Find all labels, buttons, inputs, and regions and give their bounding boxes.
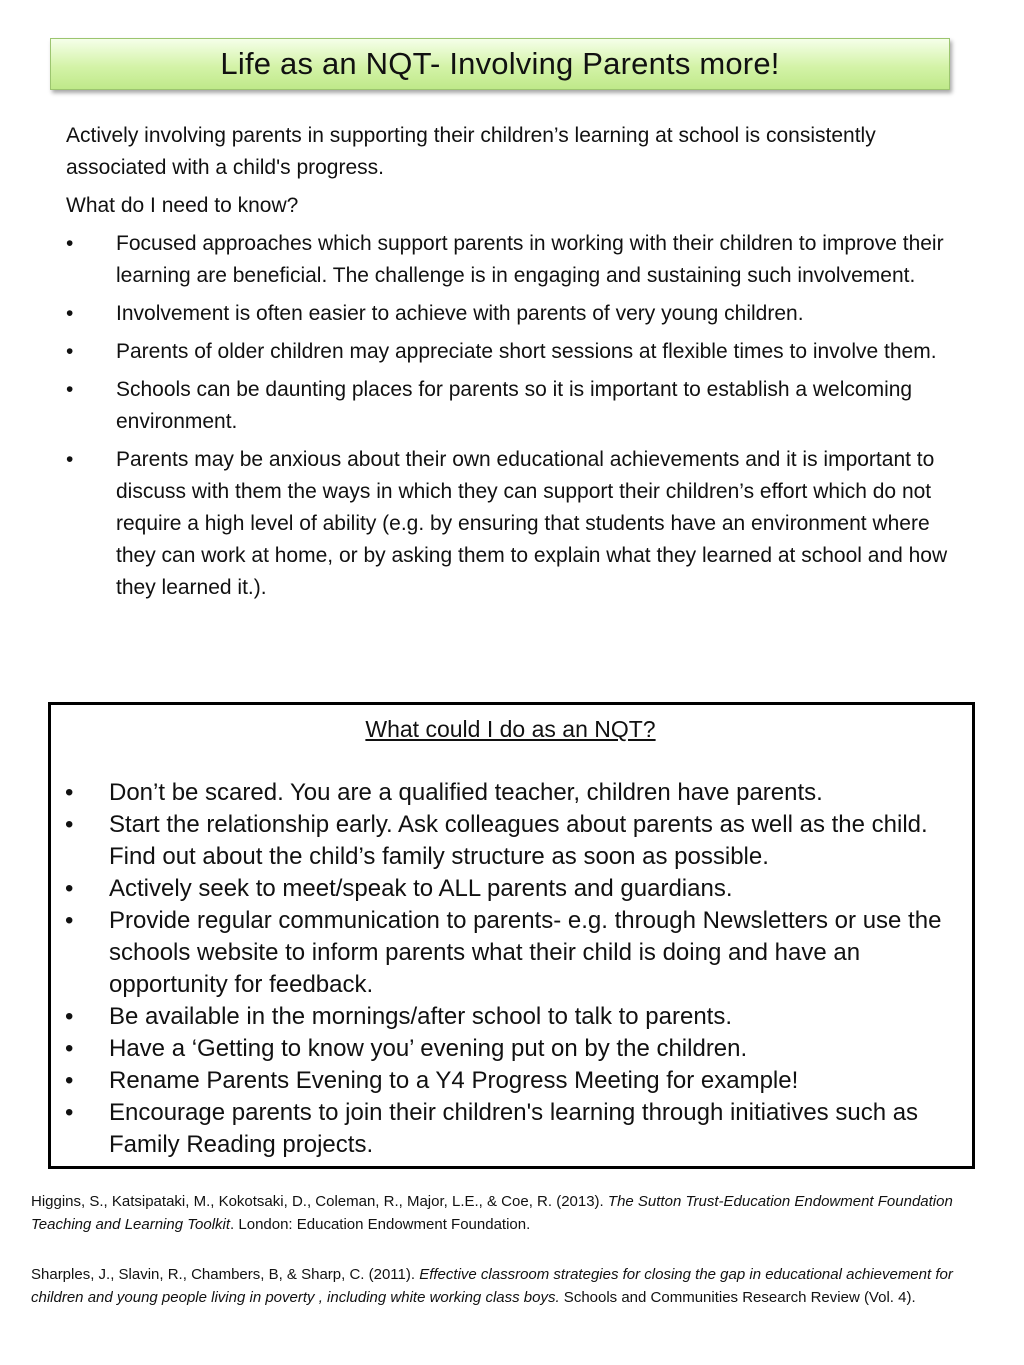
list-item-text: Provide regular communication to parents- e.g. through Newsletters or use the schools website to inform parents what their child is doing and have an opportunity for feedback. bbox=[109, 907, 942, 998]
bullet-icon: • bbox=[66, 232, 74, 255]
bullet-icon: • bbox=[66, 340, 74, 363]
page-title: Life as an NQT- Involving Parents more! bbox=[220, 46, 780, 81]
reference-publisher: Schools and Communities Research Review (Vol. 4). bbox=[559, 1289, 916, 1306]
list-item-text: Parents may be anxious about their own educational achievements and it is important to discuss with them the ways in which they can support their children’s effort which do not require a high level of ability (e.g. by ensuring that students have an environment where they can work at home, or by asking them to explain what they learned at school and how they learned it.). bbox=[116, 448, 948, 599]
title-banner bbox=[50, 38, 950, 90]
reference-item bbox=[31, 1190, 996, 1236]
bullet-icon: • bbox=[65, 779, 74, 806]
list-item-text: Encourage parents to join their children's learning through initiatives such as Family Reading projects. bbox=[109, 1099, 919, 1158]
list-item bbox=[66, 336, 956, 368]
bullet-icon: • bbox=[65, 875, 74, 902]
list-item-text: Don’t be scared. You are a qualified teacher, children have parents. bbox=[109, 779, 823, 806]
need-to-know-list bbox=[66, 228, 956, 604]
bullet-icon: • bbox=[65, 907, 74, 934]
intro-section bbox=[66, 120, 956, 610]
list-item bbox=[63, 1097, 958, 1161]
reference-publisher: . London: Education Endowment Foundation. bbox=[230, 1216, 531, 1233]
list-item-text: Parents of older children may appreciate short sessions at flexible times to involve them. bbox=[116, 340, 937, 363]
list-item bbox=[63, 1065, 958, 1097]
list-item bbox=[63, 905, 958, 1001]
list-item-text: Start the relationship early. Ask colleagues about parents as well as the child. Find out about the child’s family structure as soon as possible. bbox=[109, 811, 928, 870]
intro-paragraph: Actively involving parents in supporting their children’s learning at school is consistently associated with a child's progress. bbox=[66, 124, 876, 179]
reference-title: The Sutton Trust-Education Endowment Foundation Teaching and Learning Toolkit bbox=[31, 1193, 953, 1233]
bullet-icon: • bbox=[65, 1099, 74, 1126]
list-item-text: Rename Parents Evening to a Y4 Progress Meeting for example! bbox=[109, 1067, 799, 1094]
bullet-icon: • bbox=[66, 378, 74, 401]
reference-authors: Higgins, S., Katsipataki, M., Kokotsaki, D., Coleman, R., Major, L.E., & Coe, R. (2013). bbox=[31, 1193, 608, 1210]
bullet-icon: • bbox=[65, 1067, 74, 1094]
list-item-text: Have a ‘Getting to know you’ evening put on by the children. bbox=[109, 1035, 748, 1062]
list-item bbox=[66, 228, 956, 292]
list-item-text: Actively seek to meet/speak to ALL parents and guardians. bbox=[109, 875, 733, 902]
list-item-text: Be available in the mornings/after school to talk to parents. bbox=[109, 1003, 733, 1030]
list-item bbox=[63, 1001, 958, 1033]
bullet-icon: • bbox=[65, 1003, 74, 1030]
nqt-actions-list bbox=[63, 777, 958, 1161]
reference-title: Effective classroom strategies for closing the gap in educational achievement for children and young people living in poverty , including white working class boys. bbox=[31, 1266, 953, 1306]
list-item bbox=[63, 809, 958, 873]
reference-authors: Sharples, J., Slavin, R., Chambers, B, & Sharp, C. (2011). bbox=[31, 1266, 420, 1283]
bullet-icon: • bbox=[66, 448, 74, 471]
intro-question: What do I need to know? bbox=[66, 194, 299, 217]
list-item-text: Involvement is often easier to achieve with parents of very young children. bbox=[116, 302, 804, 325]
bullet-icon: • bbox=[66, 302, 74, 325]
list-item bbox=[66, 444, 956, 604]
bullet-icon: • bbox=[65, 1035, 74, 1062]
list-item bbox=[66, 374, 956, 438]
bullet-icon: • bbox=[65, 811, 74, 838]
list-item bbox=[63, 873, 958, 905]
nqt-box-title: What could I do as an NQT? bbox=[365, 716, 656, 742]
list-item-text: Focused approaches which support parents in working with their children to improve their learning are beneficial. The challenge is in engaging and sustaining such involvement. bbox=[116, 232, 944, 287]
references bbox=[31, 1190, 996, 1336]
nqt-actions-box bbox=[48, 702, 975, 1169]
list-item-text: Schools can be daunting places for parents so it is important to establish a welcoming environment. bbox=[116, 378, 913, 433]
reference-item bbox=[31, 1263, 996, 1309]
list-item bbox=[63, 777, 958, 809]
list-item bbox=[63, 1033, 958, 1065]
list-item bbox=[66, 298, 956, 330]
